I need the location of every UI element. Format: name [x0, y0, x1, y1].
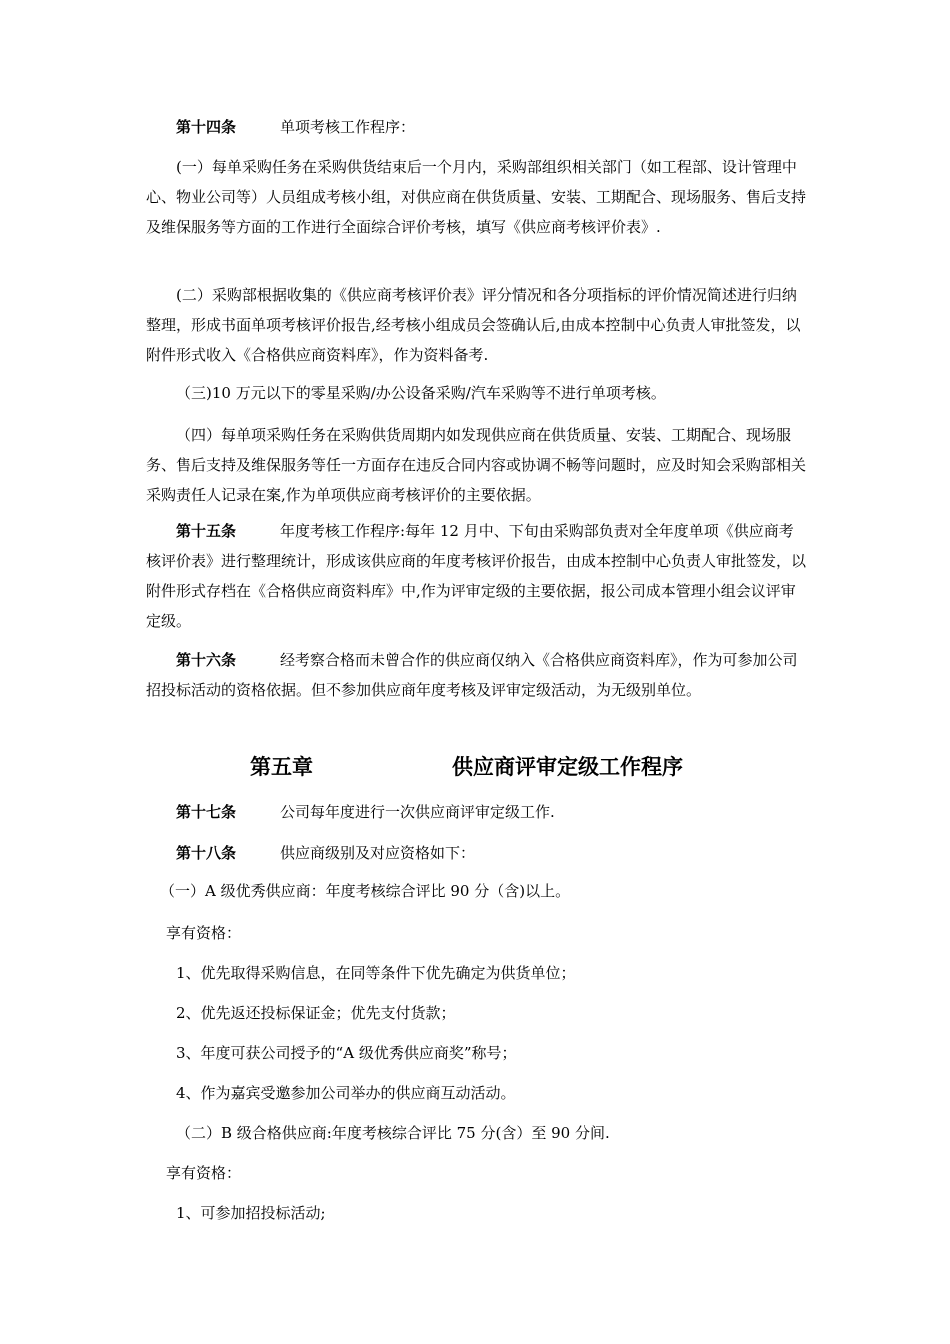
article-14 — [146, 112, 806, 142]
article-16-heading: 第十六条 — [176, 651, 237, 669]
article-14-text: 单项考核工作程序： — [280, 118, 416, 136]
grade-b-right-item: 1、可参加招投标活动; — [176, 1204, 326, 1222]
article-17 — [146, 797, 806, 827]
grade-a-right-item: 2、优先返还投标保证金；优先支付货款； — [176, 1004, 456, 1022]
article-16 — [146, 645, 806, 705]
article-15 — [146, 516, 806, 636]
article-16-text: 经考察合格而未曾合作的供应商仅纳入《合格供应商资料库》，作为可参加公司招投标活动的资格依据。但不参加供应商年度考核及评审定级活动，为无级别单位。 — [146, 651, 798, 699]
grade-a-rights-label: 享有资格： — [166, 924, 242, 942]
article-17-heading: 第十七条 — [176, 803, 237, 821]
article-14-item-3: （三)10 万元以下的零星采购/办公设备采购/汽车采购等不进行单项考核。 — [176, 384, 666, 402]
article-15-heading: 第十五条 — [176, 522, 237, 540]
article-14-item-2: (二）采购部根据收集的《供应商考核评价表》评分情况和各分项指标的评价情况简述进行归纳整理，形成书面单项考核评价报告,经考核小组成员会签确认后,由成本控制中心负责人审批签发，以附件形式收入《合格供应商资料库》，作为资料备考. — [146, 286, 801, 364]
article-15-text: 年度考核工作程序:每年 12 月中、下旬由采购部负责对全年度单项《供应商考核评价表》进行整理统计，形成该供应商的年度考核评价报告，由成本控制中心负责人审批签发，以附件形式存档在《合格供应商资料库》中,作为评审定级的主要依据，报公司成本管理小组会议评审定级。 — [146, 522, 807, 630]
grade-b-rights-label: 享有资格： — [166, 1164, 242, 1182]
chapter-title: 供应商评审定级工作程序 — [452, 755, 683, 779]
chapter-number: 第五章 — [250, 755, 313, 779]
article-18 — [146, 838, 806, 868]
article-18-heading: 第十八条 — [176, 844, 237, 862]
article-14-item-4: （四）每单项采购任务在采购供货周期内如发现供应商在供货质量、安装、工期配合、现场服务、售后支持及维保服务等任一方面存在违反合同内容或协调不畅等问题时，应及时知会采购部相关采购责任人记录在案,作为单项供应商考核评价的主要依据。 — [146, 426, 807, 504]
grade-a-right-item: 4、作为嘉宾受邀参加公司举办的供应商互动活动。 — [176, 1084, 516, 1102]
grade-a-title: （一）A 级优秀供应商：年度考核综合评比 90 分（含)以上。 — [160, 882, 571, 900]
article-17-text: 公司每年度进行一次供应商评审定级工作. — [280, 803, 555, 821]
article-14-item-1: (一）每单采购任务在采购供货结束后一个月内，采购部组织相关部门（如工程部、设计管理中心、物业公司等）人员组成考核小组，对供应商在供货质量、安装、工期配合、现场服务、售后支持及维保服务等方面的工作进行全面综合评价考核，填写《供应商考核评价表》. — [146, 158, 807, 236]
grade-b-title: （二）B 级合格供应商:年度考核综合评比 75 分(含）至 90 分间. — [176, 1124, 610, 1142]
grade-a-right-item: 3、年度可获公司授予的“A 级优秀供应商奖”称号； — [176, 1044, 517, 1062]
grade-a-right-item: 1、优先取得采购信息，在同等条件下优先确定为供货单位； — [176, 964, 576, 982]
article-14-heading: 第十四条 — [176, 118, 237, 136]
article-18-text: 供应商级别及对应资格如下： — [280, 844, 476, 862]
